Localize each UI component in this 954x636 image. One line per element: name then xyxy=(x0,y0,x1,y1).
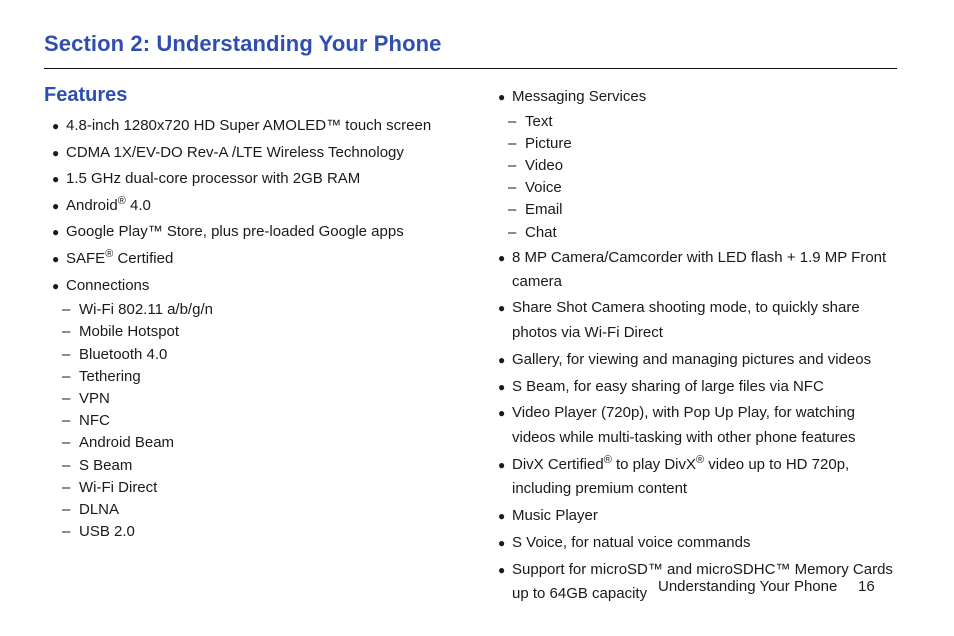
bullet-icon: ● xyxy=(498,535,506,550)
features-heading: Features xyxy=(44,84,128,106)
feature-text-suffix: 4.0 xyxy=(125,196,151,214)
feature-text: Messaging Services xyxy=(512,88,647,105)
feature-item xyxy=(52,194,452,218)
bullet-icon: ● xyxy=(498,406,506,421)
feature-text: Android xyxy=(66,196,118,214)
bullet-icon: ● xyxy=(498,250,506,265)
feature-item xyxy=(52,220,452,244)
feature-item xyxy=(52,114,452,138)
feature-item xyxy=(52,141,452,165)
feature-text: Google Play™ Store, plus pre-loaded Google apps xyxy=(66,223,404,241)
sub-item xyxy=(498,177,898,199)
page-number: 16 xyxy=(858,578,875,595)
dash-icon: – xyxy=(508,157,517,174)
sub-item-text: USB 2.0 xyxy=(79,523,135,541)
sub-item xyxy=(52,432,452,454)
feature-text-suffix: video up to HD 720p, including premium content xyxy=(512,455,850,498)
registered-mark: ® xyxy=(117,194,126,207)
dash-icon: – xyxy=(508,179,517,197)
bullet-icon: ● xyxy=(52,119,60,133)
bullet-icon: ● xyxy=(52,225,60,240)
dash-icon: – xyxy=(62,301,71,319)
sub-item-text: Picture xyxy=(525,134,572,152)
feature-text: Music Player xyxy=(512,507,598,525)
messaging-sublist xyxy=(498,111,898,244)
connections-sublist-wrapper xyxy=(52,299,452,543)
feature-text: Video Player (720p), with Pop Up Play, for watching videos while multi-tasking with other phone features xyxy=(512,404,856,446)
feature-text: S Beam, for easy sharing of large files via NFC xyxy=(512,377,824,395)
bullet-icon: ● xyxy=(498,90,506,104)
sub-item xyxy=(498,155,898,177)
features-list-right xyxy=(498,85,898,609)
feature-text: Connections xyxy=(66,276,150,294)
feature-item xyxy=(52,247,452,271)
registered-mark: ® xyxy=(696,453,705,466)
sub-item-text: NFC xyxy=(79,412,110,430)
feature-text-middle: to play DivX xyxy=(611,455,697,473)
sub-item xyxy=(52,366,452,388)
feature-text: S Voice, for natual voice commands xyxy=(512,533,751,551)
sub-item xyxy=(52,299,452,321)
features-list-left xyxy=(52,114,452,545)
sub-item xyxy=(498,111,898,133)
dash-icon: – xyxy=(62,523,71,541)
feature-text: DivX Certified xyxy=(512,455,604,473)
dash-icon: – xyxy=(508,112,517,130)
sub-item xyxy=(52,344,452,366)
feature-text: Gallery, for viewing and managing pictures and videos xyxy=(512,351,872,368)
dash-icon: – xyxy=(62,434,71,452)
messaging-sublist-wrapper xyxy=(498,111,898,244)
dash-icon: – xyxy=(508,134,517,152)
bullet-icon: ● xyxy=(52,198,60,213)
feature-text: SAFE xyxy=(66,249,106,267)
sub-item-text: Email xyxy=(525,201,563,219)
feature-item-s-voice xyxy=(498,531,898,555)
header-rule xyxy=(44,68,897,69)
feature-text: 8 MP Camera/Camcorder with LED flash + 1.9 MP Front camera xyxy=(512,248,887,290)
connections-sublist xyxy=(52,299,452,543)
section-title: Section 2: Understanding Your Phone xyxy=(44,31,442,56)
sub-item xyxy=(498,133,898,155)
feature-item xyxy=(52,167,452,191)
sub-item-text: Android Beam xyxy=(79,434,175,452)
sub-item-text: Tethering xyxy=(79,367,141,385)
bullet-icon: ● xyxy=(52,251,60,266)
feature-item-gallery xyxy=(498,348,898,372)
bullet-icon: ● xyxy=(52,278,60,293)
feature-text: 1.5 GHz dual-core processor with 2GB RAM xyxy=(66,170,361,188)
sub-item-text: Wi-Fi Direct xyxy=(79,478,158,496)
feature-item-s-beam xyxy=(498,375,898,399)
sub-item-text: VPN xyxy=(79,389,110,407)
dash-icon: – xyxy=(62,412,71,430)
feature-item-video-player xyxy=(498,401,898,450)
bullet-icon: ● xyxy=(498,457,506,472)
sub-item-text: Video xyxy=(525,157,564,174)
dash-icon: – xyxy=(62,456,71,474)
sub-item-text: Voice xyxy=(525,179,562,197)
feature-item-music-player xyxy=(498,504,898,528)
sub-item xyxy=(52,521,452,543)
feature-item-camera xyxy=(498,246,898,294)
sub-item-text: Mobile Hotspot xyxy=(79,323,180,341)
footer-chapter-title: Understanding Your Phone xyxy=(658,578,838,595)
sub-item xyxy=(52,321,452,343)
feature-text: Support for microSD™ and microSDHC™ Memory Cards up to 64GB capacity xyxy=(512,560,893,603)
dash-icon: – xyxy=(508,201,517,219)
sub-item xyxy=(52,499,452,521)
bullet-icon: ● xyxy=(52,172,60,187)
feature-item-messaging xyxy=(498,85,898,109)
sub-item-text: Chat xyxy=(525,223,557,241)
sub-item xyxy=(498,222,898,244)
dash-icon: – xyxy=(62,500,71,518)
sub-item xyxy=(52,455,452,477)
sub-item-text: Bluetooth 4.0 xyxy=(79,345,168,363)
dash-icon: – xyxy=(62,323,71,341)
sub-item-text: DLNA xyxy=(79,500,120,518)
feature-item-connections xyxy=(52,274,452,298)
dash-icon: – xyxy=(62,389,71,407)
bullet-icon: ● xyxy=(498,353,506,367)
sub-item xyxy=(498,199,898,221)
sub-item-text: S Beam xyxy=(79,456,133,474)
registered-mark: ® xyxy=(603,453,612,466)
dash-icon: – xyxy=(62,478,71,496)
feature-item-divx xyxy=(498,453,898,502)
bullet-icon: ● xyxy=(498,562,506,577)
feature-item-share-shot xyxy=(498,296,898,345)
feature-text: 4.8-inch 1280x720 HD Super AMOLED™ touch screen xyxy=(66,117,432,134)
bullet-icon: ● xyxy=(498,301,506,316)
feature-text-suffix: Certified xyxy=(113,249,174,267)
sub-item xyxy=(52,477,452,499)
dash-icon: – xyxy=(62,367,71,385)
dash-icon: – xyxy=(508,223,517,241)
feature-text: CDMA 1X/EV-DO Rev-A /LTE Wireless Technology xyxy=(66,143,404,161)
bullet-icon: ● xyxy=(498,379,506,394)
registered-mark: ® xyxy=(105,247,114,260)
dash-icon: – xyxy=(62,345,71,363)
sub-item-text: Wi-Fi 802.11 a/b/g/n xyxy=(79,301,213,319)
sub-item xyxy=(52,388,452,410)
sub-item xyxy=(52,410,452,432)
bullet-icon: ● xyxy=(498,509,506,524)
bullet-icon: ● xyxy=(52,145,60,160)
sub-item-text: Text xyxy=(525,112,553,130)
feature-text: Share Shot Camera shooting mode, to quickly share photos via Wi-Fi Direct xyxy=(512,299,860,341)
